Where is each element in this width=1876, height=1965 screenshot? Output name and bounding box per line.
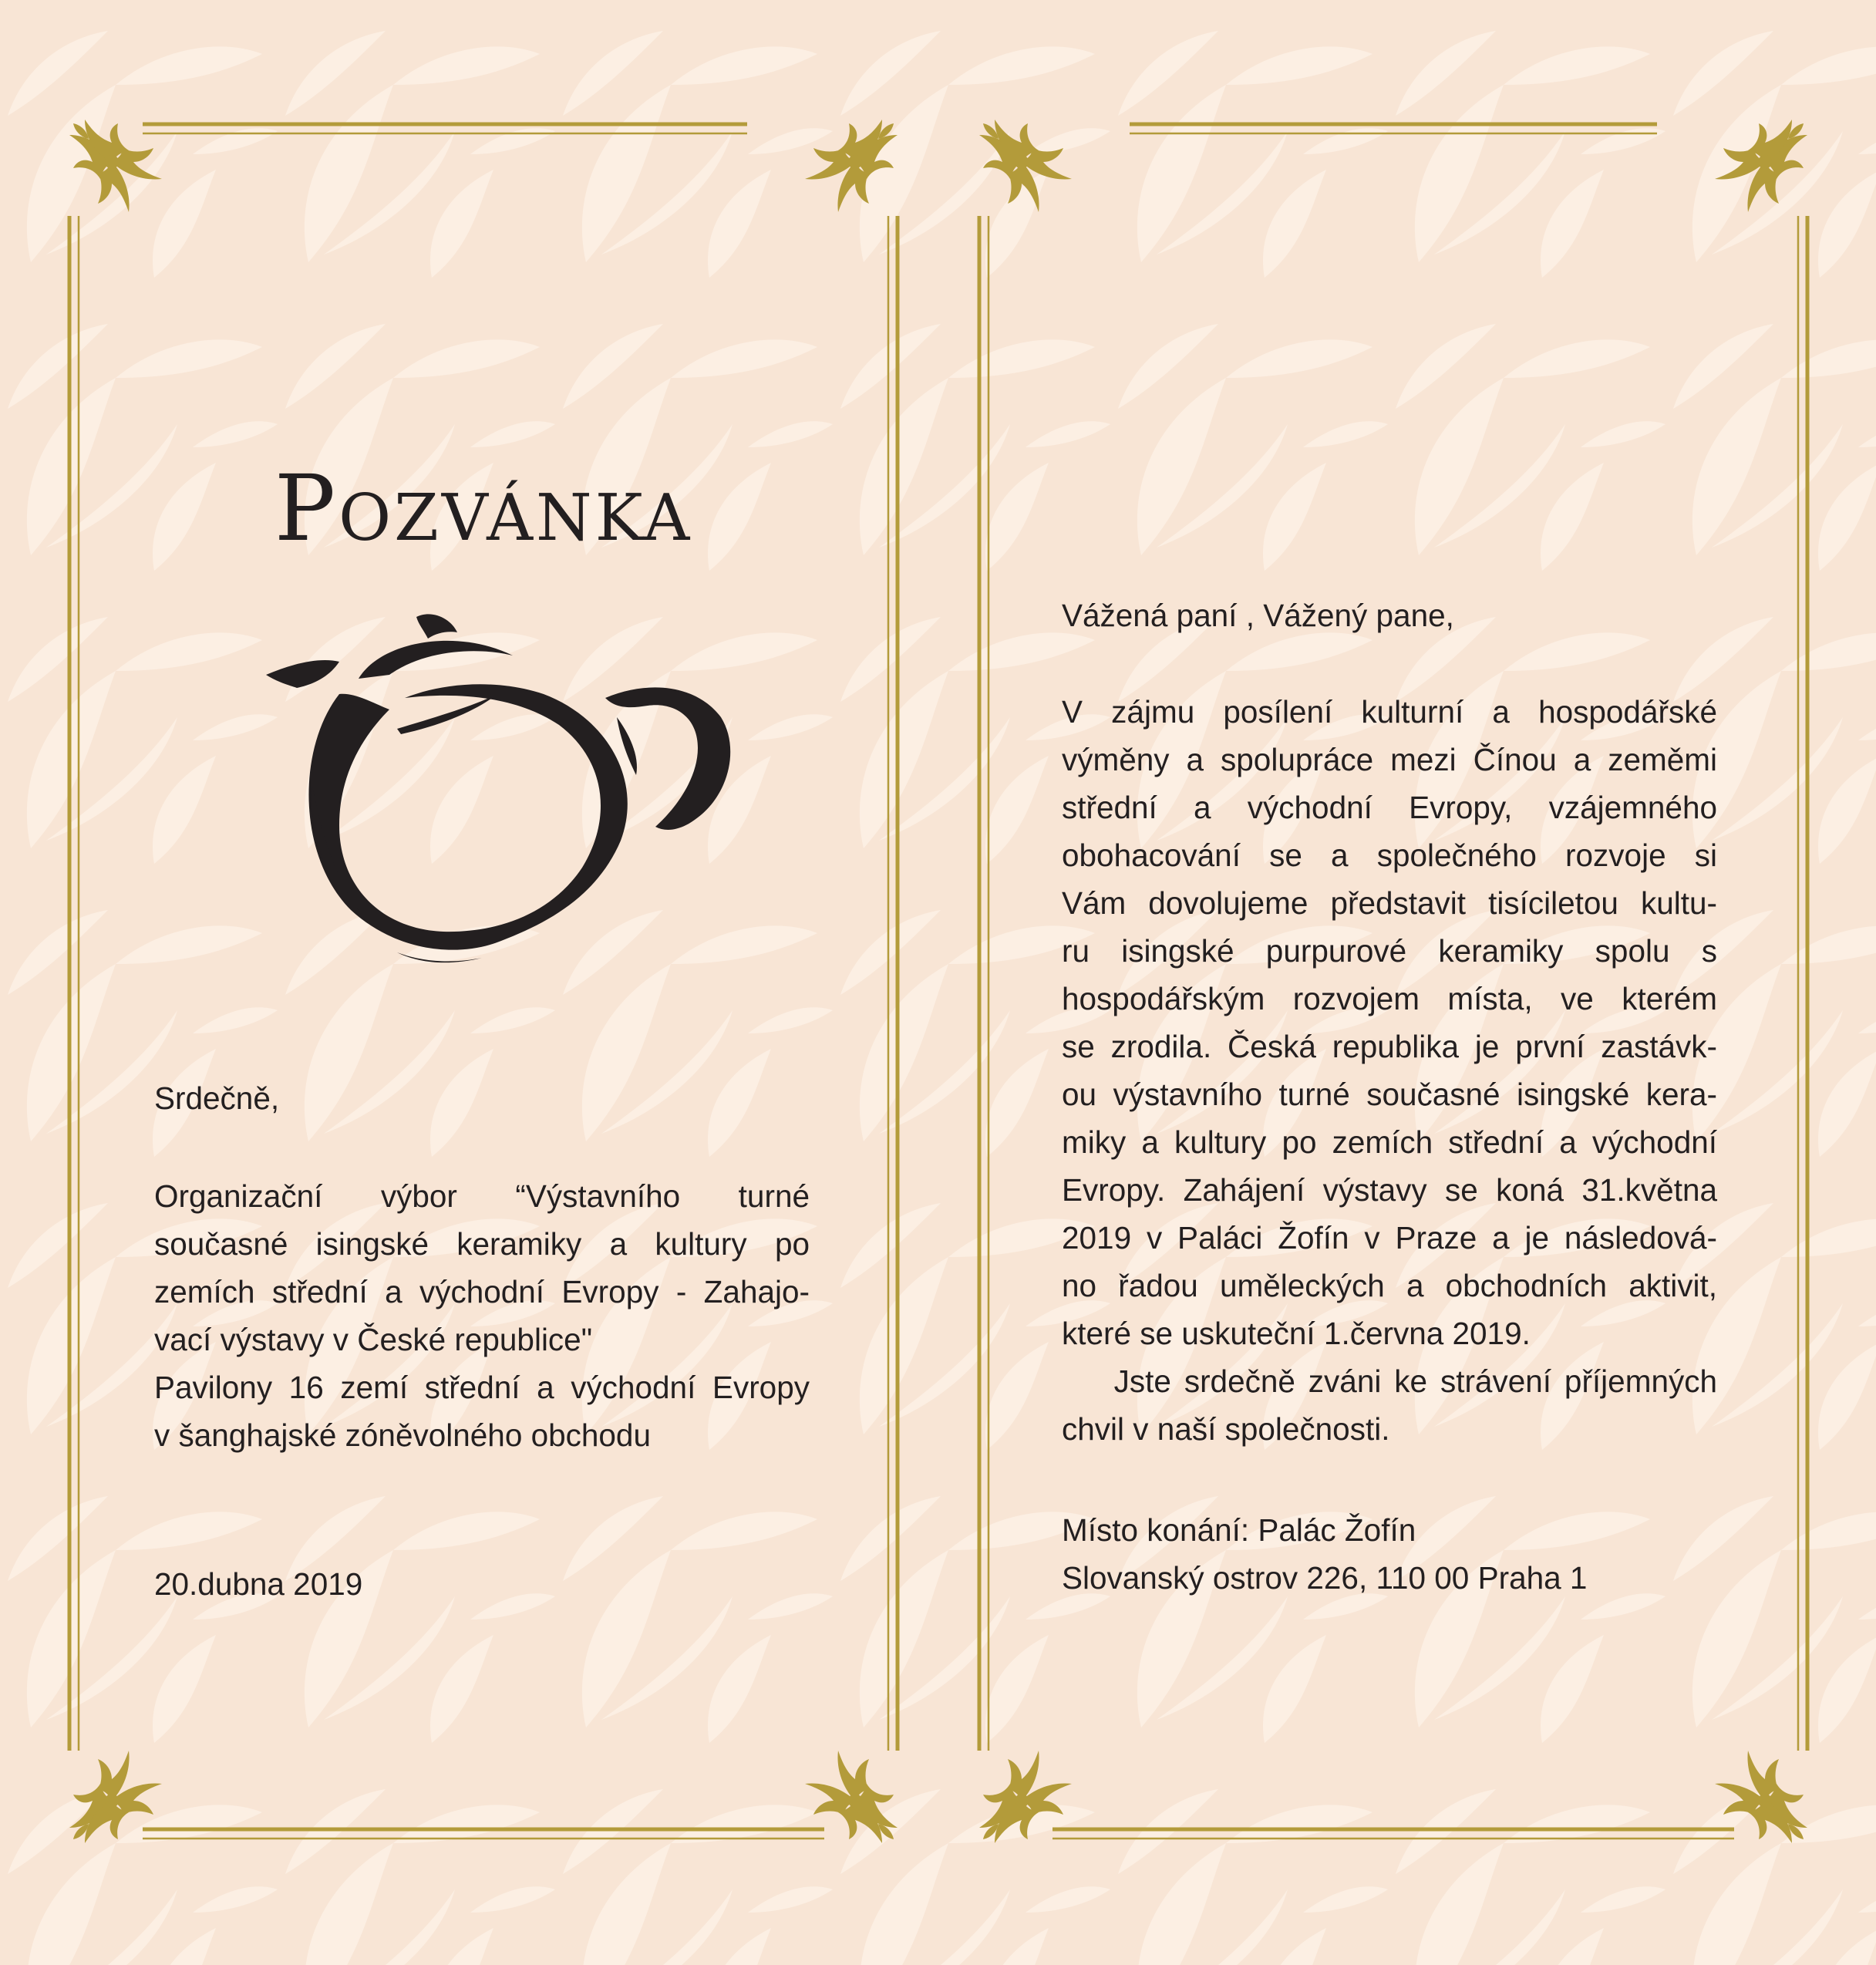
text-line: Evropy. Zahájení výstavy se koná 31.května bbox=[1062, 1172, 1717, 1208]
invitation-letter-panel bbox=[975, 116, 1811, 1847]
text-line: Slovanský ostrov 226, 110 00 Praha 1 bbox=[1062, 1560, 1588, 1596]
text-line: vací výstavy v České republice" bbox=[154, 1322, 593, 1357]
invitation-cover-panel bbox=[66, 116, 901, 1847]
corner-ornament-icon bbox=[1711, 1747, 1819, 1855]
text-line: V zájmu posílení kulturní a hospodářské bbox=[1062, 694, 1717, 730]
corner-ornament-icon bbox=[968, 108, 1076, 216]
text-line: Místo konání: Palác Žofín bbox=[1062, 1512, 1416, 1548]
text-line: Vám dovolujeme představit tisíciletou kultu- bbox=[1062, 885, 1717, 921]
organizer-text bbox=[154, 1172, 810, 1459]
corner-ornament-icon bbox=[58, 1747, 166, 1855]
text-line: se zrodila. Česká republika je první zastávk- bbox=[1062, 1029, 1717, 1064]
text-line: obohacování se a společného rozvoje si bbox=[1062, 838, 1717, 873]
text-line: ou výstavního turné současné isingské kera- bbox=[1062, 1077, 1717, 1112]
text-line: ru isingské purpurové keramiky spolu s bbox=[1062, 933, 1717, 969]
text-line: miky a kultury po zemích střední a východní bbox=[1062, 1124, 1717, 1160]
text-line: které se uskuteční 1.června 2019. bbox=[1062, 1316, 1531, 1351]
corner-ornament-icon bbox=[58, 108, 166, 216]
corner-ornament-icon bbox=[801, 108, 909, 216]
text-line: zemích střední a východní Evropy - Zahajo- bbox=[154, 1274, 810, 1309]
text-line: chvil v naší společnosti. bbox=[1062, 1411, 1390, 1447]
text-line: no řadou uměleckých a obchodních aktivit, bbox=[1062, 1268, 1717, 1303]
text-line: hospodářským rozvojem místa, ve kterém bbox=[1062, 981, 1717, 1016]
invitation-date: 20.dubna 2019 bbox=[154, 1566, 363, 1602]
corner-ornament-icon bbox=[1711, 108, 1819, 216]
text-line: v šanghajské zóněvolného obchodu bbox=[154, 1417, 651, 1453]
greeting: Srdečně, bbox=[154, 1080, 280, 1116]
corner-ornament-icon bbox=[801, 1747, 909, 1855]
text-line: střední a východní Evropy, vzájemného bbox=[1062, 790, 1717, 825]
text-line: Organizační výbor “Výstavního turné bbox=[154, 1178, 810, 1214]
corner-ornament-icon bbox=[968, 1747, 1076, 1855]
text-line: Pavilony 16 zemí střední a východní Evropy bbox=[154, 1370, 810, 1405]
text-line: Jste srdečně zváni ke strávení příjemných bbox=[1062, 1363, 1717, 1399]
salutation: Vážená paní , Vážený pane, bbox=[1062, 598, 1454, 633]
invitation-title: Pozvánka bbox=[274, 455, 693, 561]
text-line: 2019 v Paláci Žofín v Praze a je následová- bbox=[1062, 1220, 1717, 1256]
teapot-brush-icon bbox=[266, 602, 744, 1003]
text-line: výměny a spolupráce mezi Čínou a zeměmi bbox=[1062, 742, 1717, 777]
event-location bbox=[1062, 1506, 1717, 1602]
text-line: současné isingské keramiky a kultury po bbox=[154, 1226, 810, 1262]
letter-body bbox=[1062, 688, 1717, 1453]
